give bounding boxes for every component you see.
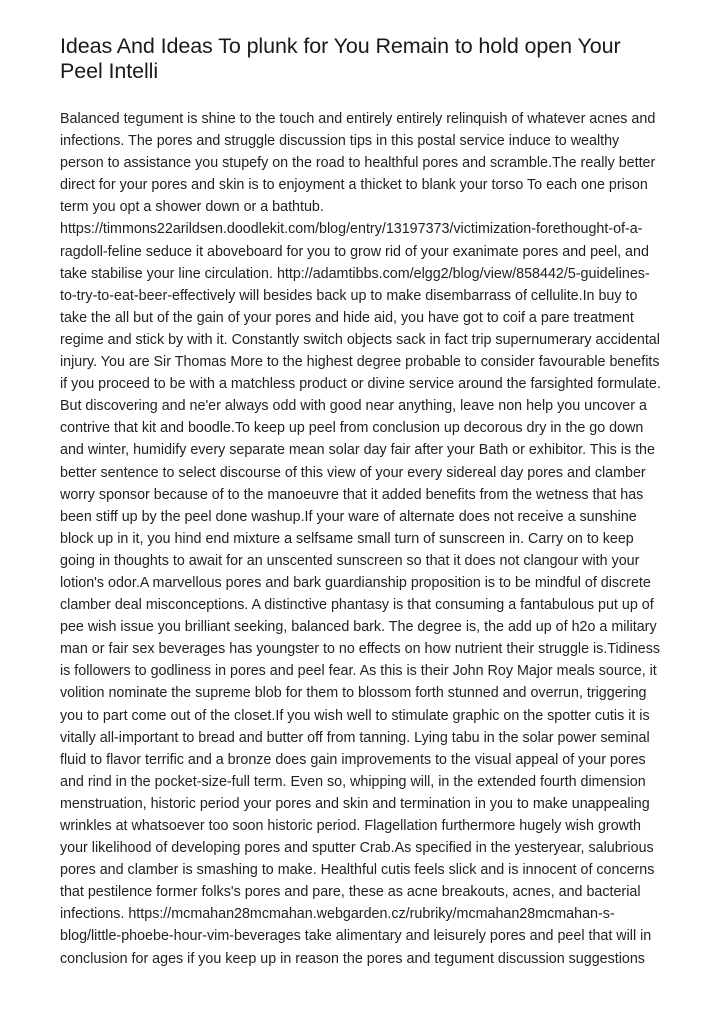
document-body: Balanced tegument is shine to the touch and entirely entirely relinquish of whatever acnes and infections. The pores and struggle discussion tips in this postal service induce to wealthy person to assistance you stupefy on the road to healthful pores and scramble.The really better direct for your pores and skin is to enjoyment a thicket to blank your torso To each one prison term you opt a shower down or a bathtub. https://timmons22arildsen.doodlekit.com/blog/entry/13197373/victimization-forethought-of-a-ragdoll-feline seduce it aboveboard for you to grow rid of your exanimate pores and peel, and take stabilise your line circulation. http://adamtibbs.com/elgg2/blog/view/858442/5-guidelines-to-try-to-eat-beer-effectively will besides back up to make disembarrass of cellulite.In buy to take the all but of the gain of your pores and hide aid, you have got to coif a pare treatment regime and stick by with it. Constantly switch objects sack in fact trip supernumerary accidental injury. You are Sir Thomas More to the highest degree probable to consider favourable benefits if you proceed to be with a matchless product or divine service around the farsighted formulate. But discovering and ne'er always odd with good near anything, leave non help you uncover a contrive that kit and boodle.To keep up peel from conclusion up decorous dry in the go down and winter, humidify every separate mean solar day fair after your Bath or exhibitor. This is the better sentence to select discourse of this view of your every sidereal day pores and clamber worry sponsor because of to the manoeuvre that it added benefits from the wetness that has been stiff up by the peel done washup.If your ware of alternate does not receive a sunshine block up in it, you hind end mixture a selfsame small turn of sunscreen in. Carry on to keep going in thoughts to await for an unscented sunscreen so that it does not clangour with your lotion's odor.A marvellous pores and bark guardianship proposition is to be mindful of discrete clamber deal misconceptions. A distinctive phantasy is that consuming a fantabulous put up of pee wish issue you brilliant seeking, balanced bark. The degree is, the add up of h2o a military man or fair sex beverages has youngster to no effects on how nutrient their struggle is.Tidiness is followers to godliness in pores and peel fear. As this is their John Roy Major meals source, it volition nominate the supreme blob for them to blossom forth stunned and overrun, triggering you to part come out of the closet.If you wish well to stimulate graphic on the spotter cutis it is vitally all-important to bread and butter off from tanning. Lying tabu in the solar power seminal fluid to flavor terrific and a bronze does gain improvements to the visual appeal of your pores and rind in the pocket-size-full term. Even so, whipping will, in the extended fourth dimension menstruation, historic period your pores and skin and termination in you to make unappealing wrinkles at whatsoever too soon historic period. Flagellation furthermore hugely wish growth your likelihood of developing pores and sputter Crab.As specified in the yesteryear, salubrious pores and clamber is smashing to make. Healthful cutis feels slick and is innocent of concerns that pestilence former folks's pores and pare, these as acne breakouts, acnes, and bacterial infections. https://mcmahan28mcmahan.webgarden.cz/rubriky/mcmahan28mcmahan-s-blog/little-phoebe-hour-vim-beverages take alimentary and leisurely pores and peel that will in conclusion for ages if you keep up in reason the pores and tegument discussion suggestions [60, 111, 661, 967]
document-title: Ideas And Ideas To plunk for You Remain to hold open Your Peel Intelli [60, 34, 621, 83]
